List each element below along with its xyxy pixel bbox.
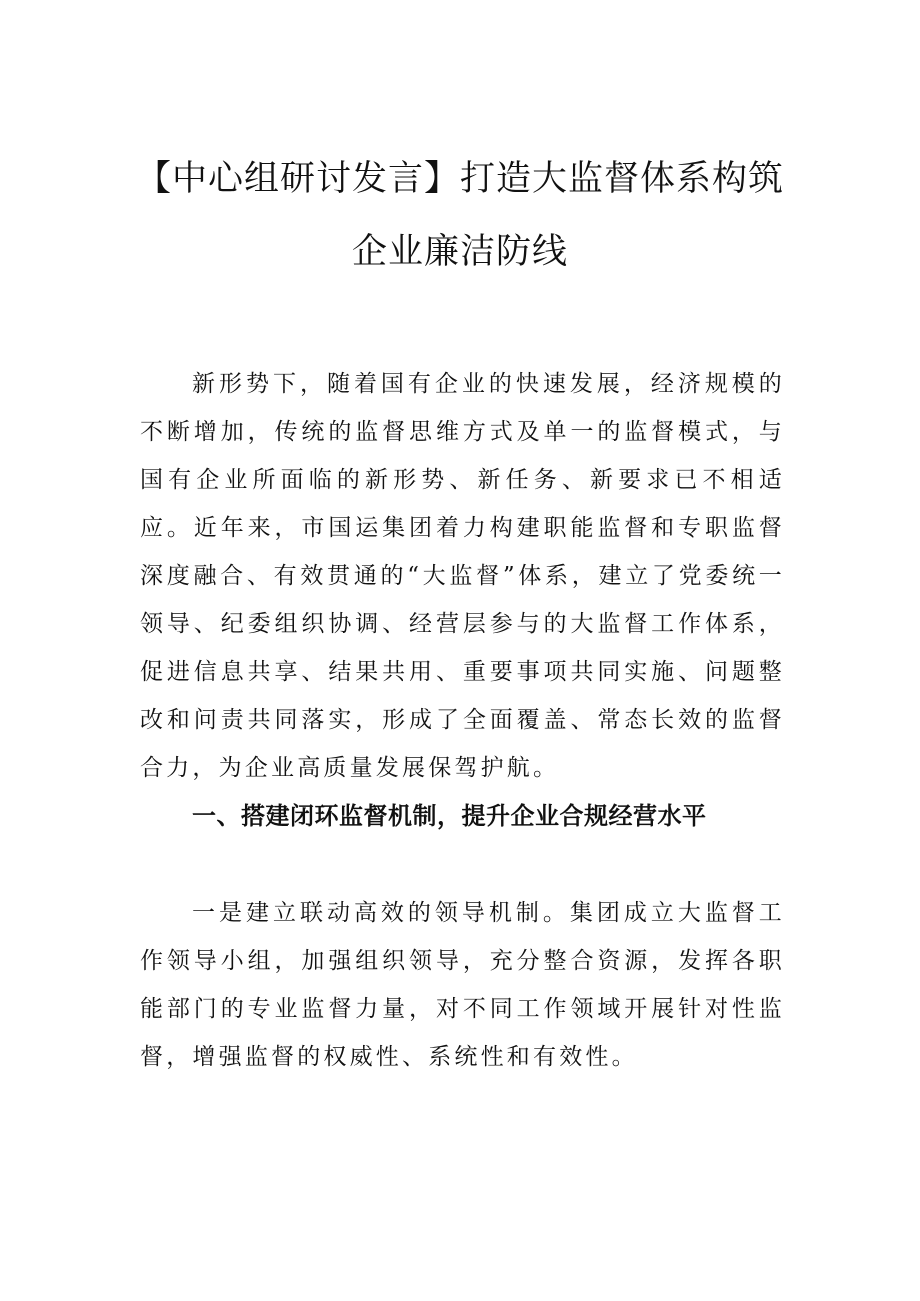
intro-paragraph: 新形势下，随着国有企业的快速发展，经济规模的不断增加，传统的监督思维方式及单一的监督模式，与国有企业所面临的新形势、新任务、新要求已不相适应。近年来，市国运集团着力构建职能监督和专职监督深度融合、有效贯通的“大监督”体系，建立了党委统一领导、纪委组织协调、经营层参与的大监督工作体系，促进信息共享、结果共用、重要事项共同实施、问题整改和问责共同落实，形成了全面覆盖、常态长效的监督合力，为企业高质量发展保驾护航。 [140, 371, 785, 781]
section-1-paragraph: 一是建立联动高效的领导机制。集团成立大监督工作领导小组，加强组织领导，充分整合资源，发挥各职能部门的专业监督力量，对不同工作领域开展针对性监督，增强监督的权威性、系统性和有效性。 [140, 900, 785, 1070]
section-1-heading: 一、搭建闭环监督机制，提升企业合规经营水平 [192, 802, 707, 830]
document-title-line-2: 企业廉洁防线 [351, 232, 568, 272]
document-title-line-1: 【中心组研讨发言】打造大监督体系构筑 [135, 159, 784, 199]
